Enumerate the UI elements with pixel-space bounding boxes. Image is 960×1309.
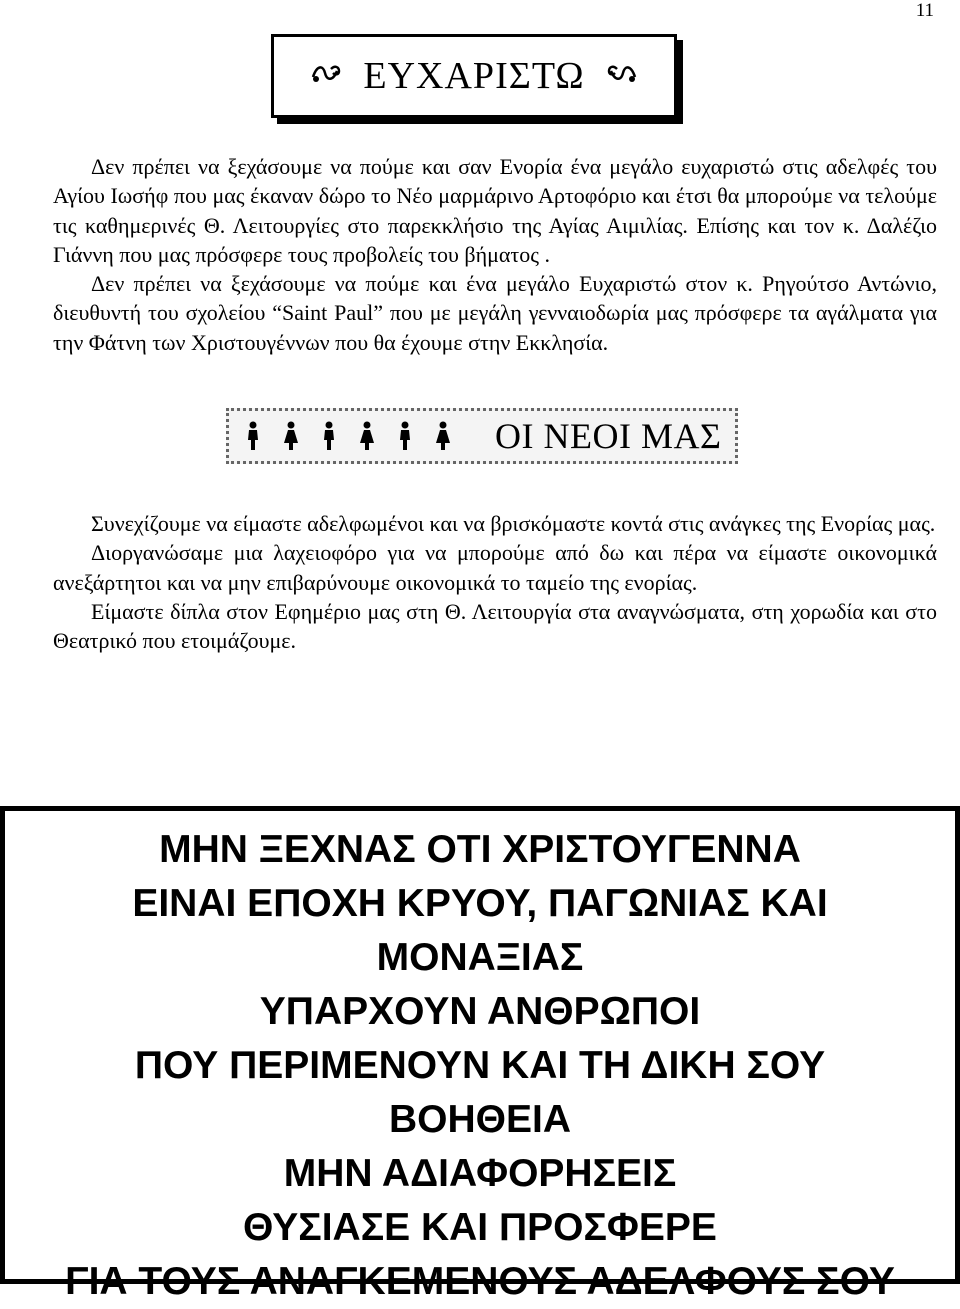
appeal-line: ΒΟΗΘΕΙΑ <box>388 1098 571 1141</box>
thanks-text <box>53 152 937 357</box>
appeal-line: ΜΗΝ ΑΔΙΑΦΟΡΗΣΕΙΣ <box>283 1152 677 1195</box>
thanks-paragraph: Δεν πρέπει να ξεχάσουμε να πούμε και ένα μεγάλο Ευχαριστώ στον κ. Ρηγούτσο Αντώνιο, διευθυντή του σχολείου “Saint Paul” που με μεγάλη γενναιοδωρία μας πρόσφερε τα αγάλματα για την Φάτνη των Χριστουγέννων που θα έχουμε στην Εκκλησία. <box>53 271 937 355</box>
figures-row <box>241 421 455 451</box>
appeal-line: ΕΙΝΑΙ ΕΠΟΧΗ ΚΡΥΟΥ, ΠΑΓΩΝΙΑΣ ΚΑΙ <box>132 882 828 925</box>
appeal-line: ΥΠΑΡΧΟΥΝ ΑΝΘΡΩΠΟΙ <box>259 990 701 1033</box>
person-icon <box>355 421 379 451</box>
page-number: 11 <box>915 0 934 21</box>
youth-title: ΟΙ ΝΕΟΙ ΜΑΣ <box>495 416 722 456</box>
ornament-left-icon <box>311 59 341 93</box>
person-icon <box>317 421 341 451</box>
appeal-box <box>0 806 960 1303</box>
appeal-line: ΠΟΥ ΠΕΡΙΜΕΝΟΥΝ ΚΑΙ ΤΗ ΔΙΚΗ ΣΟΥ <box>134 1044 826 1087</box>
youth-paragraph: Συνεχίζουμε να είμαστε αδελφωμένοι και να βρισκόμαστε κοντά στις ανάγκες της Ενορίας μας. <box>91 511 936 536</box>
thanks-title-box <box>271 34 677 118</box>
appeal-line: ΘΥΣΙΑΣΕ ΚΑΙ ΠΡΟΣΦΕΡΕ <box>243 1206 717 1249</box>
person-icon <box>431 421 455 451</box>
person-icon <box>393 421 417 451</box>
person-icon <box>279 421 303 451</box>
appeal-line: ΜΟΝΑΞΙΑΣ <box>376 936 584 979</box>
youth-paragraph: Είμαστε δίπλα στον Εφημέριο μας στη Θ. Λειτουργία στα αναγνώσματα, στη χορωδία και στο Θεατρικό που ετοιμάζουμε. <box>53 598 937 654</box>
youth-title-box <box>226 408 738 464</box>
youth-paragraph: Διοργανώσαμε μια λαχειοφόρο για να μπορούμε από δω και πέρα να είμαστε οικονομικά ανεξάρτητοι και να μην επιβαρύνουμε οικονομικά το ταμείο της ενορίας. <box>53 540 937 595</box>
person-icon <box>241 421 265 451</box>
appeal-line: ΓΙΑ ΤΟΥΣ ΑΝΑΓΚΕΜΕΝΟΥΣ ΑΔΕΛΦΟΥΣ ΣΟΥ <box>65 1260 895 1303</box>
appeal-line: ΜΗΝ ΞΕΧΝΑΣ ΟΤΙ ΧΡΙΣΤΟΥΓΕΝΝΑ <box>159 828 801 871</box>
thanks-paragraph: Δεν πρέπει να ξεχάσουμε να πούμε και σαν Ενορία ένα μεγάλο ευχαριστώ στις αδελφές του Αγίου Ιωσήφ που μας έκαναν δώρο το Νέο μαρμάρινο Αρτοφόριο και έτσι θα μπορούμε να τελούμε τις καθημερινές Θ. Λειτουργίες στο παρεκκλήσιο της Αγίας Αιμιλίας. Επίσης και τον κ. Δαλέζιο Γιάννη που μας πρόσφερε τους προβολείς του βήματος . <box>53 154 937 267</box>
thanks-title: ΕΥΧΑΡΙΣΤΩ <box>363 55 585 97</box>
youth-text <box>53 509 937 655</box>
ornament-right-icon <box>607 59 637 93</box>
